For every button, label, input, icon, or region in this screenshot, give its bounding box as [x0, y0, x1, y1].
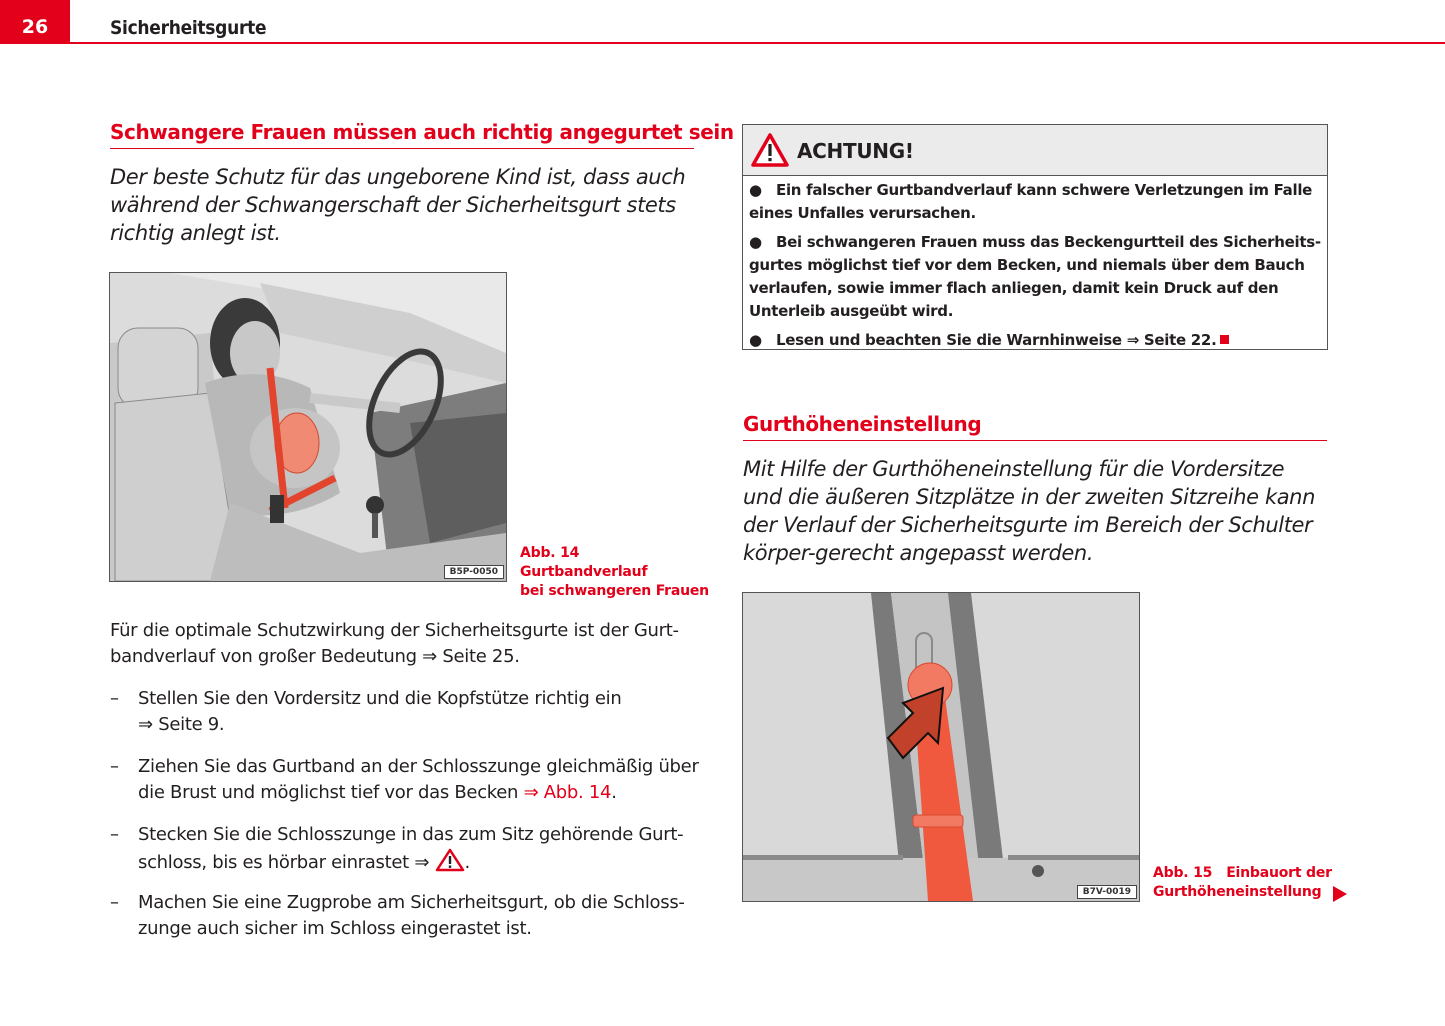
list-item-text: Stellen Sie den Vordersitz und die Kopfstütze richtig ein [138, 688, 622, 709]
warning-item [749, 231, 1321, 323]
warning-item-text: Bei schwangeren Frauen muss das Beckengurtteil des Sicherheits-gurtes möglichst tief vor dem Becken, und niemals über dem Bauch verlaufen, sowie immer flach anliegen, damit kein Druck auf den Unterleib ausgeübt wird. [749, 233, 1321, 320]
list-dash: – [110, 892, 119, 913]
warning-item [749, 179, 1321, 225]
ref-arrow: ⇒ [523, 782, 539, 803]
page-number: 26 [21, 16, 49, 38]
ref-arrow: ⇒ [422, 646, 437, 667]
section-lead-text: Der beste Schutz für das ungeborene Kind ist, dass auch während der Schwangerschaft der Sicherheitsgurt stets richtig anlegt ist. [110, 165, 686, 245]
list-item [110, 686, 700, 738]
ref-arrow: ⇒ [414, 852, 430, 873]
warning-triangle-icon [750, 132, 790, 168]
page-ref-link[interactable]: Seite 9. [158, 714, 225, 735]
caption-number: Abb. 14 [520, 545, 580, 561]
section-title-belt-height: Gurthöheneinstellung [743, 412, 982, 436]
caption-line2: Gurthöheneinstellung [1153, 884, 1322, 900]
section-lead-text: Mit Hilfe der Gurthöheneinstellung für die Vordersitze und die äußeren Sitzplätze in der zweiten Sitzreihe kann der Verlauf der Sicherheitsgurte im Bereich der Schulter körper-gerecht angepasst werden. [743, 457, 1315, 565]
figure-ref-link[interactable]: Abb. 14 [543, 782, 612, 803]
caption-line1: Einbauort der [1226, 865, 1332, 881]
belt-height-adjuster-illustration [743, 593, 1139, 901]
header-rule [0, 42, 1445, 44]
figure-code: B7V-0019 [1077, 885, 1137, 899]
punctuation: . [464, 852, 470, 873]
list-item [110, 890, 700, 942]
caption-line1: Gurtbandverlauf [520, 564, 648, 580]
list-dash: – [110, 756, 119, 777]
caption-number: Abb. 15 [1153, 865, 1213, 881]
continue-next-page-triangle-icon [1333, 886, 1347, 902]
warning-header [743, 125, 1327, 176]
end-of-section-square-icon [1220, 335, 1229, 344]
list-item [110, 822, 700, 876]
figure-pregnant-woman-belt [109, 272, 507, 582]
warning-box [742, 124, 1328, 350]
warning-body [743, 176, 1327, 352]
warning-title: ACHTUNG! [797, 139, 914, 163]
bullet: ● [749, 331, 762, 349]
intro-text: Für die optimale Schutzwirkung der Sicherheitsgurte ist der Gurt-bandverlauf von großer Bedeutung [110, 620, 679, 667]
bullet: ● [749, 233, 762, 251]
page-ref-link[interactable]: Seite 25. [442, 646, 520, 667]
warning-item [749, 329, 1321, 352]
caption-line2: bei schwangeren Frauen [520, 583, 709, 599]
running-title: Sicherheitsgurte [110, 17, 267, 39]
list-dash: – [110, 824, 119, 845]
figure-code: B5P-0050 [444, 565, 504, 579]
section-title-rule [743, 440, 1327, 441]
bullet: ● [749, 181, 762, 199]
list-item-text: Machen Sie eine Zugprobe am Sicherheitsgurt, ob die Schloss-zunge auch sicher im Schloss eingerastet ist. [138, 892, 685, 939]
warning-item-text[interactable]: Lesen und beachten Sie die Warnhinweise ⇒ Seite 22. [776, 331, 1217, 349]
pregnant-woman-illustration [110, 273, 506, 581]
section-title-rule [110, 148, 694, 149]
warning-triangle-icon[interactable] [435, 848, 465, 872]
punctuation: . [611, 782, 617, 803]
list-item-text: Ziehen Sie das Gurtband an der Schlosszunge gleichmäßig über die Brust und möglichst tief vor das Becken [138, 756, 699, 803]
section-title-pregnant-women: Schwangere Frauen müssen auch richtig angegurtet sein [110, 120, 734, 144]
list-item-text: Stecken Sie die Schlosszunge in das zum Sitz gehörende Gurt-schloss, bis es hörbar einrastet [138, 824, 684, 873]
figure-belt-height-adjuster [742, 592, 1140, 902]
list-item [110, 754, 700, 806]
figure-caption-15 [1153, 864, 1353, 902]
ref-arrow: ⇒ [138, 714, 153, 735]
intro-paragraph [110, 618, 690, 670]
list-dash: – [110, 688, 119, 709]
warning-item-text: Ein falscher Gurtbandverlauf kann schwere Verletzungen im Falle eines Unfalles verursachen. [749, 181, 1313, 222]
figure-caption-14 [520, 544, 710, 601]
